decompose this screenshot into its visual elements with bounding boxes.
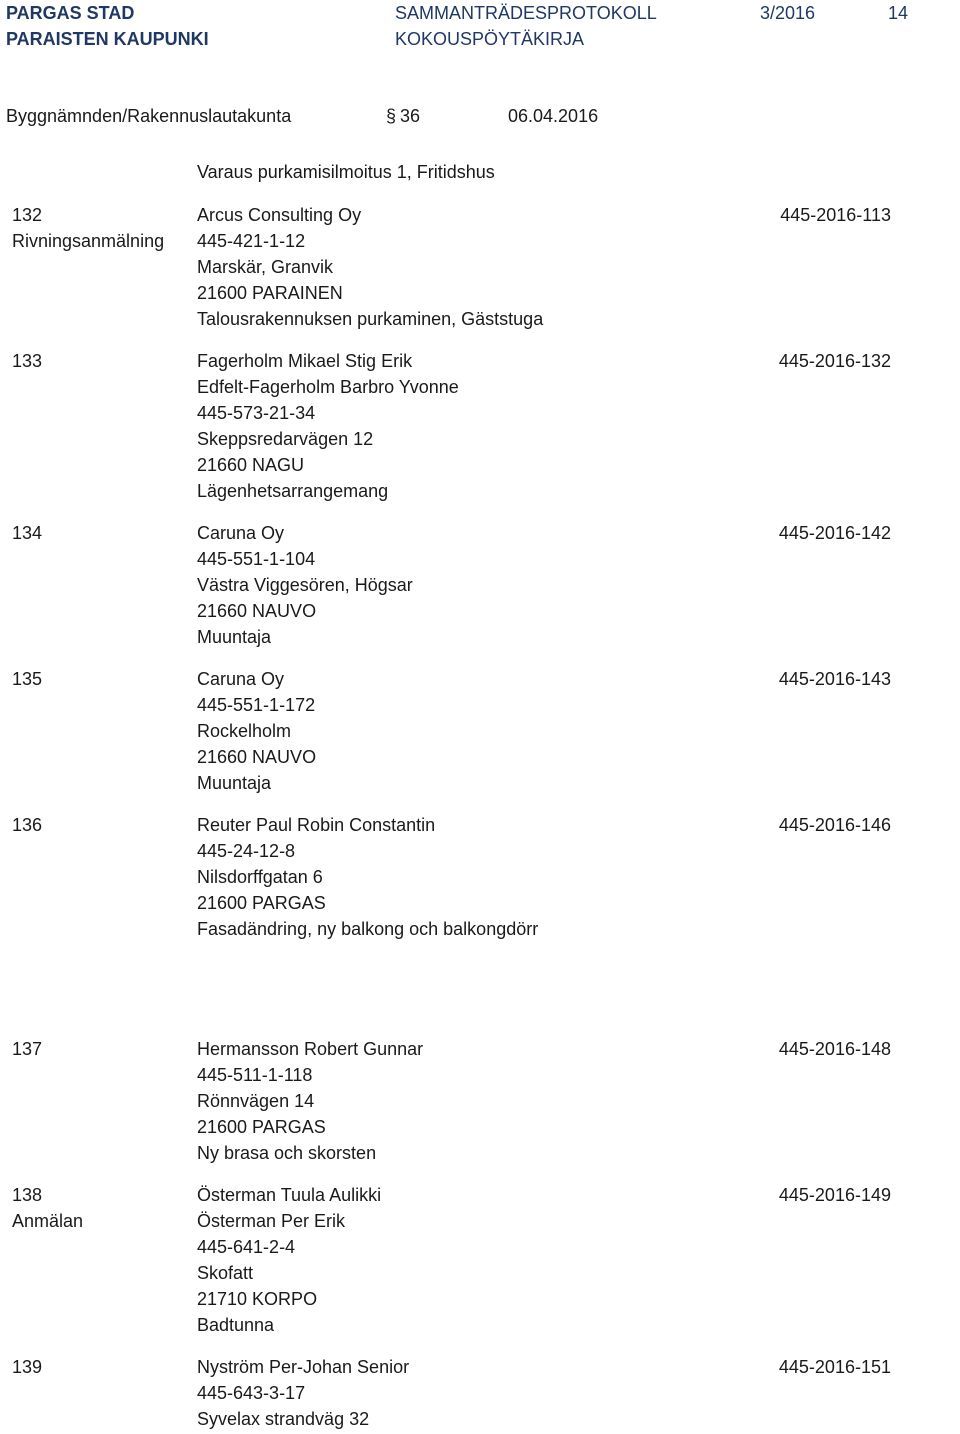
entry-detail-line: Fasadändring, ny balkong och balkongdörr — [197, 919, 539, 939]
entry-detail-line: Rockelholm — [197, 721, 292, 741]
entry-number-block — [12, 348, 42, 374]
entry-detail-line: Nilsdorffgatan 6 — [197, 867, 323, 887]
board-name: Byggnämnden/Rakennuslautakunta — [6, 106, 292, 126]
entry-detail-line: Syvelax strandväg 32 — [197, 1409, 370, 1429]
entry-reference-number: 445-2016-151 — [778, 1357, 891, 1377]
protocol-title-fi: KOKOUSPÖYTÄKIRJA — [395, 29, 585, 49]
entry-detail-line: 21660 NAGU — [197, 455, 305, 475]
meeting-number: 3/2016 — [760, 3, 816, 23]
meeting-date: 06.04.2016 — [508, 106, 599, 126]
entry-detail-line: Skeppsredarvägen 12 — [197, 429, 374, 449]
entry-detail-line: 445-421-1-12 — [197, 231, 306, 251]
entry-detail-line: Österman Per Erik — [197, 1211, 346, 1231]
entry-detail-line: 21660 NAUVO — [197, 601, 317, 621]
entry-detail-line: 445-511-1-118 — [197, 1065, 313, 1085]
section-symbol: § — [386, 106, 397, 126]
entry-details — [197, 1182, 381, 1338]
entry-number-block — [12, 1036, 42, 1062]
entry-category: Anmälan — [12, 1211, 84, 1231]
entry-detail-line: 445-573-21-34 — [197, 403, 316, 423]
entry-detail-line: 21660 NAUVO — [197, 747, 317, 767]
org-name-sv: PARGAS STAD — [6, 3, 135, 23]
entry-detail-line: Reuter Paul Robin Constantin — [197, 815, 436, 835]
entry-details — [197, 1354, 409, 1432]
entry-detail-line: 445-24-12-8 — [197, 841, 296, 861]
entry-reference-number: 445-2016-113 — [780, 205, 891, 225]
entry-detail-line: Rönnvägen 14 — [197, 1091, 315, 1111]
entry-detail-line: 21600 PARGAS — [197, 893, 326, 913]
protocol-title-sv: SAMMANTRÄDESPROTOKOLL — [395, 3, 657, 23]
entry-details — [197, 812, 538, 942]
entry-number-block — [12, 520, 42, 546]
entry-number-block — [12, 666, 42, 692]
entry-detail-line: Ny brasa och skorsten — [197, 1143, 377, 1163]
entry-number: 136 — [12, 815, 43, 835]
entry-details — [197, 666, 316, 796]
entry-detail-line: Badtunna — [197, 1315, 275, 1335]
entry-detail-line: 21600 PARAINEN — [197, 283, 343, 303]
entry-number-block — [12, 1182, 83, 1234]
entry-reference-number: 445-2016-143 — [778, 669, 891, 689]
entry-number: 138 — [12, 1185, 43, 1205]
entry-number: 132 — [12, 205, 43, 225]
entry-reference-number: 445-2016-148 — [778, 1039, 891, 1059]
entry-detail-line: 21600 PARGAS — [197, 1117, 326, 1137]
entry-number-block — [12, 1354, 42, 1380]
page-header — [0, 0, 960, 60]
entry-details — [197, 202, 543, 332]
entry-number-block — [12, 202, 164, 254]
org-name-fi: PARAISTEN KAUPUNKI — [6, 29, 209, 49]
entry-number: 133 — [12, 351, 43, 371]
entry-detail-line: Västra Viggesören, Högsar — [197, 575, 413, 595]
entry-detail-line: Muuntaja — [197, 773, 272, 793]
entry-reference-number: 445-2016-132 — [778, 351, 891, 371]
entry-details — [197, 520, 413, 650]
entry-detail-line: Muuntaja — [197, 627, 272, 647]
entry-detail-line: Caruna Oy — [197, 523, 285, 543]
entry-category: Rivningsanmälning — [12, 231, 165, 251]
entry-detail-line: Talousrakennuksen purkaminen, Gäststuga — [197, 309, 544, 329]
entry-detail-line: Marskär, Granvik — [197, 257, 334, 277]
section-number: 36 — [400, 106, 421, 126]
entry-number-block — [12, 812, 42, 838]
entry-detail-line: Skofatt — [197, 1263, 254, 1283]
entry-detail-line: 445-551-1-104 — [197, 549, 316, 569]
entry-detail-line: 445-643-3-17 — [197, 1383, 306, 1403]
entry-reference-number: 445-2016-146 — [778, 815, 891, 835]
entry-detail-line: Edfelt-Fagerholm Barbro Yvonne — [197, 377, 459, 397]
entry-details — [197, 348, 459, 504]
entry-number: 137 — [12, 1039, 43, 1059]
entry-detail-line: Arcus Consulting Oy — [197, 205, 362, 225]
section-title: Varaus purkamisilmoitus 1, Fritidshus — [197, 162, 495, 182]
entry-detail-line: Hermansson Robert Gunnar — [197, 1039, 424, 1059]
page-number: 14 — [888, 3, 909, 23]
entry-detail-line: 21710 KORPO — [197, 1289, 318, 1309]
entry-number: 135 — [12, 669, 43, 689]
entry-details — [197, 1036, 423, 1166]
entry-detail-line: 445-551-1-172 — [197, 695, 316, 715]
entry-reference-number: 445-2016-142 — [778, 523, 891, 543]
entry-reference-number: 445-2016-149 — [778, 1185, 891, 1205]
entry-detail-line: Lägenhetsarrangemang — [197, 481, 389, 501]
entry-detail-line: Caruna Oy — [197, 669, 285, 689]
entry-number: 139 — [12, 1357, 43, 1377]
entry-detail-line: Nyström Per-Johan Senior — [197, 1357, 410, 1377]
entry-number: 134 — [12, 523, 43, 543]
entry-detail-line: Fagerholm Mikael Stig Erik — [197, 351, 413, 371]
entry-detail-line: Österman Tuula Aulikki — [197, 1185, 382, 1205]
entry-detail-line: 445-641-2-4 — [197, 1237, 296, 1257]
